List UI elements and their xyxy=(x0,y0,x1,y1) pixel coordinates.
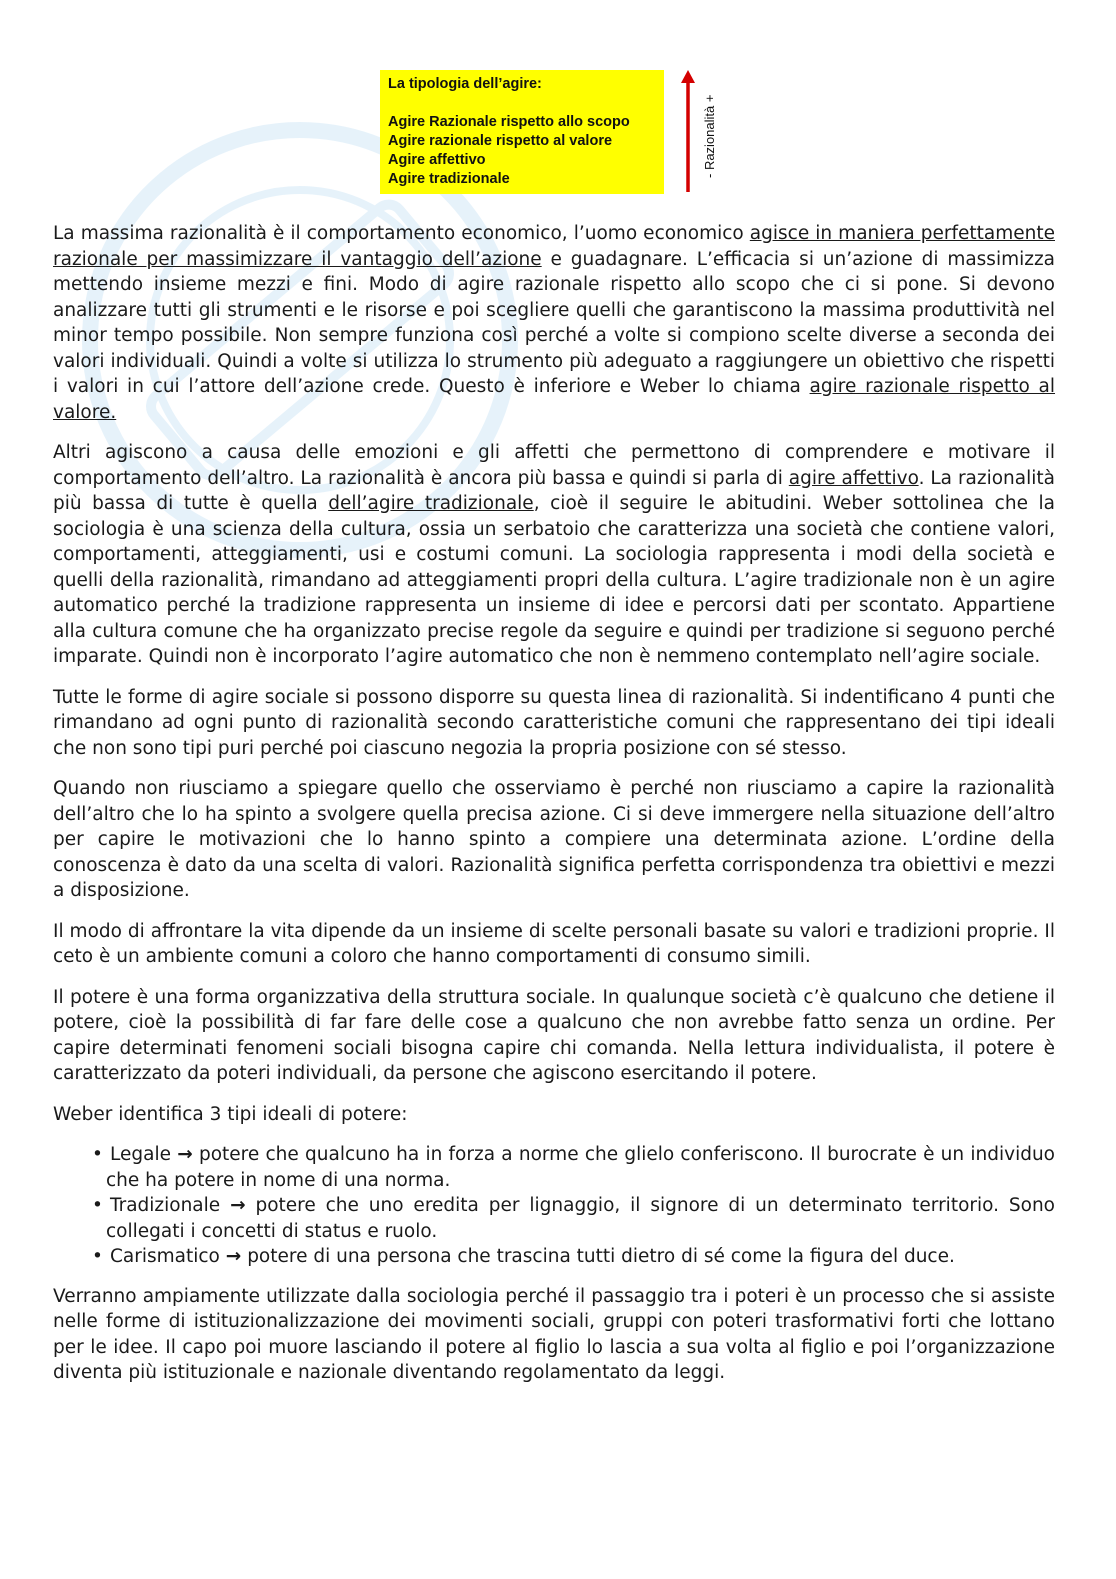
arrow-right-icon: → xyxy=(225,1246,242,1267)
arrow-right-icon: → xyxy=(177,1144,193,1165)
paragraph xyxy=(53,440,1055,670)
document-body xyxy=(53,221,1055,1401)
list-text: potere che uno eredita per lignaggio, il signore di un determinato territorio. Sono collegati i concetti di status e ruolo. xyxy=(106,1195,1055,1242)
typology-item: Agire razionale rispetto al valore xyxy=(388,133,613,149)
typology-item: Agire tradizionale xyxy=(388,171,510,187)
bullet-icon: • xyxy=(92,1144,103,1165)
underlined-text: agire razionale rispetto al valore. xyxy=(53,376,1056,423)
text-run: e guadagnare. L’efficacia si un’azione di massimizza mettendo insieme mezzi e fini. Modo di agire razionale rispetto allo scopo che ci si pone. Si devono analizzare tutti gli strumenti e le risorse e poi scegliere quelli che garantiscono la massima produttività nel minor tempo possibile. Non sempre funziona così perché a volte si compiono scelte diverse a seconda dei valori individuali. Quindi a volte si utilizza lo strumento più adeguato a raggiungere un obiettivo che rispetti i valori in cui l’attore dell’azione crede. Questo è inferiore e Weber lo chiama xyxy=(53,248,1056,397)
list-text: potere che qualcuno ha in forza a norme che glielo conferiscono. Il burocrate è un individuo che ha potere in nome di una norma. xyxy=(106,1144,1055,1191)
typology-box xyxy=(380,70,664,194)
paragraph xyxy=(53,221,1055,425)
list-text: potere di una persona che trascina tutti dietro di sé come la figura del duce. xyxy=(247,1246,955,1267)
bullet-icon: • xyxy=(92,1195,103,1216)
power-types-list xyxy=(53,1142,1055,1270)
list-term: Legale xyxy=(110,1144,171,1165)
typology-box-title: La tipologia dell’agire: xyxy=(388,76,542,92)
list-term: Carismatico xyxy=(110,1246,220,1267)
bullet-icon: • xyxy=(92,1246,103,1267)
typology-item: Agire Razionale rispetto allo scopo xyxy=(388,114,630,130)
paragraph: Tutte le forme di agire sociale si possono disporre su questa linea di razionalità. Si indentificano 4 punti che rimandano ad ogni punto di razionalità secondo caratteristiche comuni che rappresentano dei tipi ideali che non sono tipi puri perché poi ciascuno negozia la propria posizione con sé stesso. xyxy=(53,686,1055,759)
arrow-right-icon: → xyxy=(230,1195,246,1216)
paragraph: Quando non riusciamo a spiegare quello che osserviamo è perché non riusciamo a capire la razionalità dell’altro che lo ha spinto a svolgere quella precisa azione. Ci si deve immergere nella situazione dell’altro per capire le motivazioni che lo hanno spinto a compiere una determinata azione. L’ordine della conoscenza è dato da una scelta di valori. Razionalità significa perfetta corrispondenza tra obiettivi e mezzi a disposizione. xyxy=(53,778,1055,901)
text-run: . La razionalità più bassa di tutte è quella xyxy=(53,467,1055,514)
underlined-text: dell’agire tradizionale xyxy=(328,493,534,514)
underlined-text: agire affettivo xyxy=(788,467,919,489)
list-item xyxy=(53,1193,1055,1244)
text-run: La massima razionalità è il comportamento economico, l’uomo economico xyxy=(53,223,750,244)
paragraph: Il modo di affrontare la vita dipende da un insieme di scelte personali basate su valori e tradizioni proprie. Il ceto è un ambiente comuni a coloro che hanno comportamenti di consumo simili. xyxy=(53,920,1055,967)
list-item xyxy=(53,1142,1055,1193)
underlined-text: agisce in maniera perfettamente razionale per massimizzare il vantaggio dell’azione xyxy=(53,223,1055,270)
paragraph: Weber identifica 3 tipi ideali di potere: xyxy=(53,1103,408,1125)
rationality-axis-label: - Razionalità + xyxy=(702,94,717,178)
rationality-figure xyxy=(380,70,730,195)
typology-item: Agire affettivo xyxy=(388,152,486,168)
list-term: Tradizionale xyxy=(110,1195,221,1216)
paragraph: Verranno ampiamente utilizzate dalla sociologia perché il passaggio tra i poteri è un processo che si assiste nelle forme di istituzionalizzazione dei movimenti sociali, gruppi con poteri trasformativi forti che lottano per le idee. Il capo poi muore lasciando il potere al figlio lo lascia a sua volta al figlio e poi l’organizzazione diventa più istituzionale e nazionale diventando regolamentato da leggi. xyxy=(53,1285,1055,1383)
paragraph: Il potere è una forma organizzativa della struttura sociale. In qualunque società c’è qualcuno che detiene il potere, cioè la possibilità di far fare delle cose a qualcuno che non avrebbe fatto senza un ordine. Per capire determinati fenomeni sociali bisogna capire chi comanda. Nella lettura individualista, il potere è caratterizzato da poteri individuali, da persone che agiscono esercitando il potere. xyxy=(53,986,1055,1084)
rationality-arrow-icon xyxy=(680,70,696,194)
list-item xyxy=(53,1244,1055,1270)
text-run: , cioè il seguire le abitudini. Weber sottolinea che la sociologia è una scienza della cultura, ossia un serbatoio che caratterizza una società che contiene valori, comportamenti, atteggiamenti, usi e costumi comuni. La sociologia rappresenta i modi della società e quelli della razionalità, rimandano ad atteggiamenti propri della cultura. L’agire tradizionale non è un agire automatico perché la tradizione rappresenta un insieme di idee e percorsi dati per scontato. Appartiene alla cultura comune che ha organizzato precise regole da seguire e quindi per tradizione si seguono perché imparate. Quindi non è incorporato l’agire automatico che non è nemmeno contemplato nell’agire sociale. xyxy=(53,493,1055,667)
text-run: Altri agiscono a causa delle emozioni e gli affetti che permettono di comprendere e motivare il comportamento dell’altro. La razionalità è ancora più bassa e quindi si parla di xyxy=(53,442,1055,489)
